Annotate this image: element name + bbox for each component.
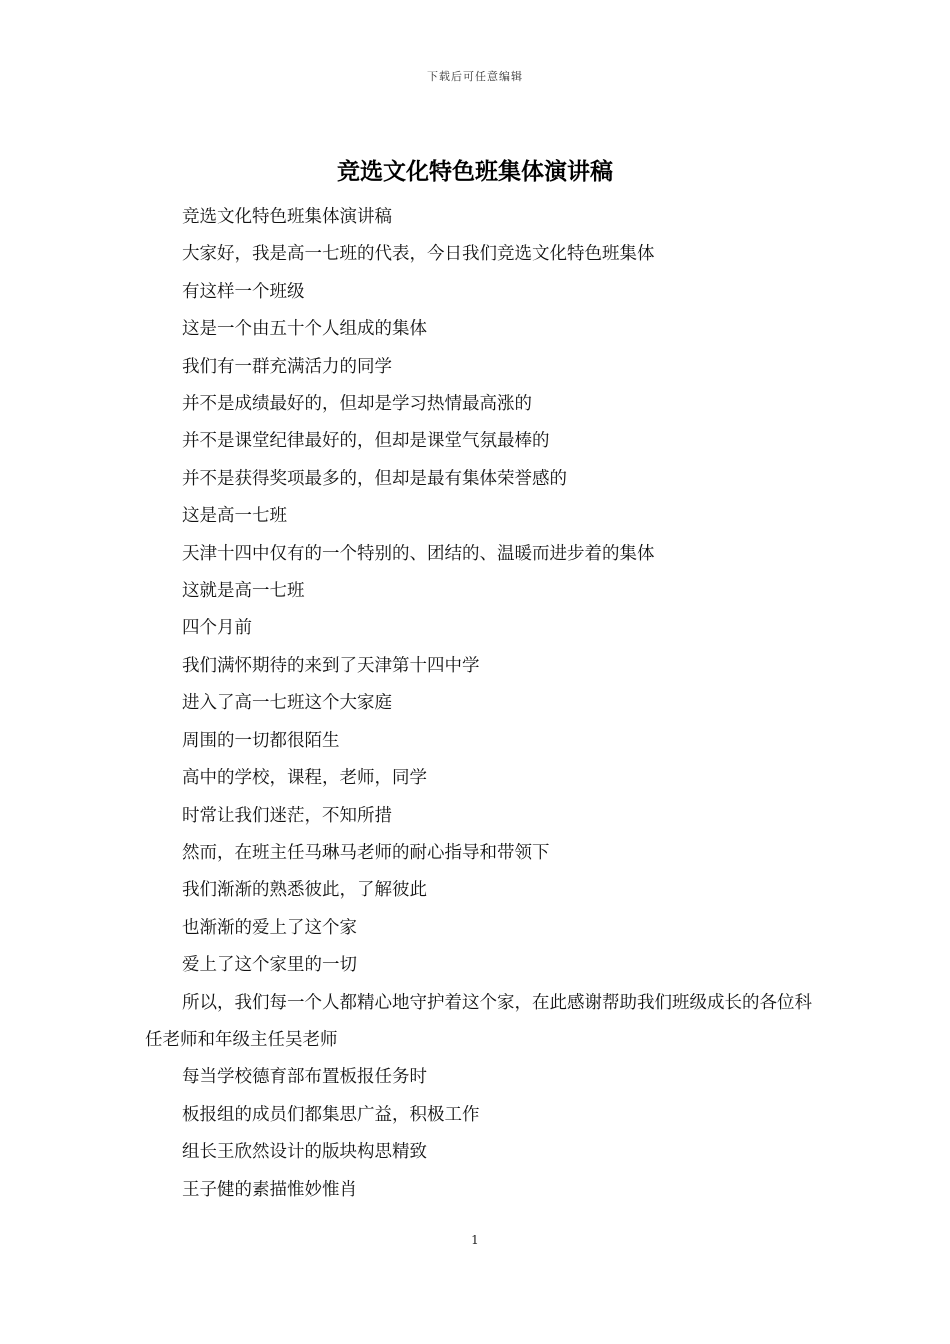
body-line: 大家好，我是高一七班的代表，今日我们竞选文化特色班集体 (182, 244, 655, 265)
body-line: 我们有一群充满活力的同学 (182, 356, 392, 377)
body-line: 也渐渐的爱上了这个家 (182, 917, 357, 938)
body-line: 然而，在班主任马琳马老师的耐心指导和带领下 (182, 842, 550, 863)
body-line: 竞选文化特色班集体演讲稿 (182, 207, 392, 227)
body-line: 并不是成绩最好的，但却是学习热情最高涨的 (182, 394, 532, 415)
body-line: 爱上了这个家里的一切 (182, 955, 357, 976)
body-line: 板报组的成员们都集思广益，积极工作 (182, 1104, 480, 1125)
body-line: 并不是获得奖项最多的，但却是最有集体荣誉感的 (182, 468, 567, 489)
body-line: 进入了高一七班这个大家庭 (182, 693, 392, 714)
body-line: 周围的一切都很陌生 (182, 730, 340, 751)
body-line: 王子健的素描惟妙惟肖 (182, 1179, 357, 1200)
document-body (145, 199, 815, 1209)
body-line: 高中的学校，课程，老师，同学 (182, 768, 427, 789)
body-line: 时常让我们迷茫，不知所措 (182, 805, 392, 826)
body-line: 这就是高一七班 (182, 581, 305, 602)
body-line: 这是高一七班 (182, 506, 287, 527)
body-line: 有这样一个班级 (182, 281, 305, 302)
header-note: 下载后可任意编辑 (427, 70, 523, 83)
document-title: 竞选文化特色班集体演讲稿 (337, 158, 613, 185)
body-line: 每当学校德育部布置板报任务时 (182, 1067, 427, 1088)
body-line: 并不是课堂纪律最好的，但却是课堂气氛最棒的 (182, 431, 550, 452)
body-line: 我们渐渐的熟悉彼此，了解彼此 (182, 880, 427, 901)
body-paragraph-wrapped: 所以，我们每一个人都精心地守护着这个家，在此感谢帮助我们班级成长的各位科任老师和年级主任吴老师 (145, 992, 812, 1050)
page-number: 1 (471, 1233, 479, 1247)
body-line: 四个月前 (182, 618, 252, 639)
body-line: 我们满怀期待的来到了天津第十四中学 (182, 655, 480, 676)
body-line: 天津十四中仅有的一个特别的、团结的、温暖而进步着的集体 (182, 543, 655, 564)
body-line: 这是一个由五十个人组成的集体 (182, 319, 427, 340)
body-line: 组长王欣然设计的版块构思精致 (182, 1142, 427, 1163)
